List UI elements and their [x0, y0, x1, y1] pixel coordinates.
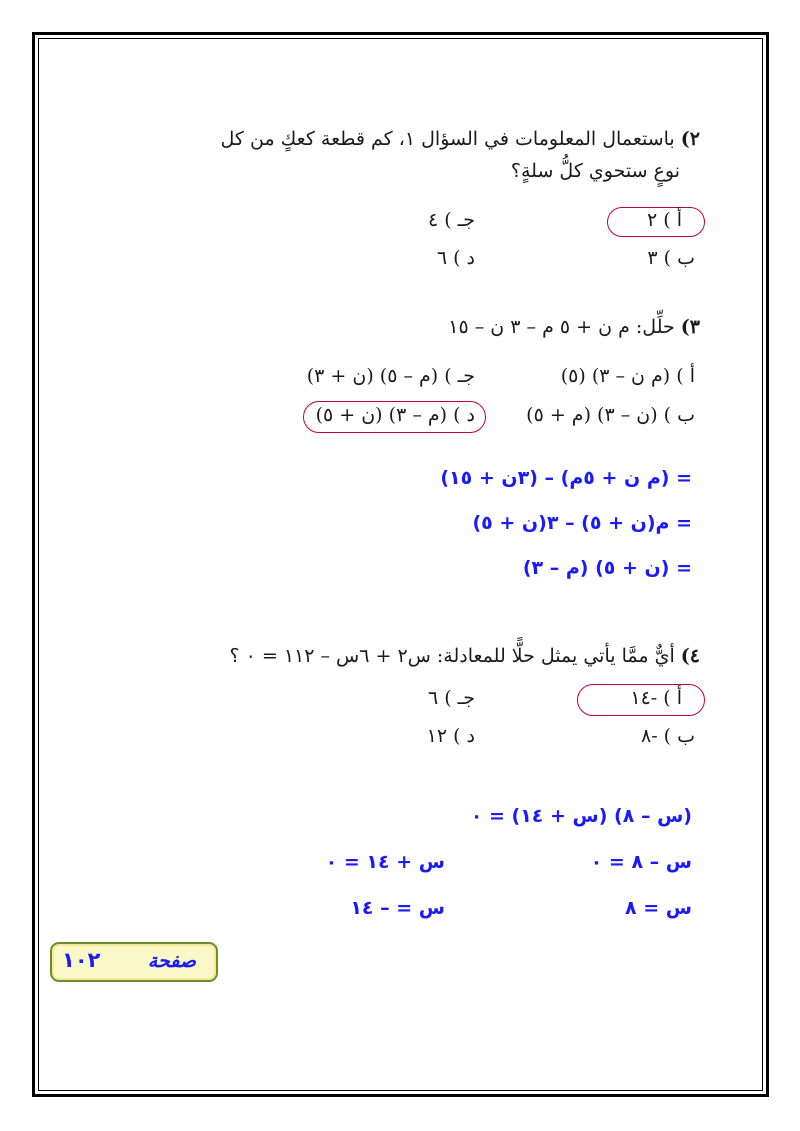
q4-solution-step-1: (س – ٨) (س + ١٤) = ٠ — [470, 805, 692, 827]
q4-solution-step-3-left: س = – ١٤ — [350, 897, 445, 919]
q4-option-b[interactable]: ب ) -٨ — [640, 725, 695, 747]
q3-solution-step-2: = م(ن + ٥) – ٣(ن + ٥) — [472, 512, 692, 534]
question-2: ٢) باستعمال المعلومات في السؤال ١، كم قطعة كعكٍ من كل — [220, 128, 700, 150]
question-4-text: أيٌّ ممَّا يأتي يمثل حلًّا للمعادلة: س٢ + ٦س – ١١٢ = ٠ ؟ — [229, 645, 675, 667]
q2-option-a[interactable]: أ ) ٢ — [647, 209, 682, 231]
question-2-text-line1: باستعمال المعلومات في السؤال ١، كم قطعة كعكٍ من كل — [220, 128, 675, 150]
q3-option-d[interactable]: د ) (م – ٣) (ن + ٥) — [315, 404, 475, 426]
question-4: ٤) أيٌّ ممَّا يأتي يمثل حلًّا للمعادلة: س٢ + ٦س – ١١٢ = ٠ ؟ — [229, 645, 700, 667]
page-word: صفحة — [147, 950, 196, 972]
question-2-line2 — [511, 160, 680, 182]
q4-option-d[interactable]: د ) ١٢ — [426, 725, 475, 747]
q3-option-b[interactable]: ب ) (ن – ٣) (م + ٥) — [526, 404, 695, 426]
page-number-badge — [50, 942, 218, 982]
q4-solution-step-2-left: س + ١٤ = ٠ — [325, 851, 445, 873]
question-2-text-line2: نوعٍ ستحوي كلُّ سلةٍ؟ — [510, 160, 680, 182]
q4-solution-step-2-right: س – ٨ = ٠ — [590, 851, 692, 873]
q2-option-d[interactable]: د ) ٦ — [436, 247, 475, 269]
q3-solution-step-1: = (م ن + ٥م) – (٣ن + ١٥) — [440, 467, 692, 489]
question-4-number: ٤ — [689, 645, 700, 667]
q3-solution-step-3: = (ن + ٥) (م – ٣) — [522, 557, 692, 579]
q4-option-c[interactable]: جـ ) ٦ — [427, 687, 475, 709]
question-3: ٣) حلِّل: م ن + ٥ م – ٣ ن – ١٥ — [448, 316, 700, 338]
q3-option-a[interactable]: أ ) (م ن – ٣) (٥) — [560, 365, 695, 387]
q3-option-c[interactable]: جـ ) (م – ٥) (ن + ٣) — [306, 365, 475, 387]
question-3-text: حلِّل: م ن + ٥ م – ٣ ن – ١٥ — [448, 316, 675, 338]
question-3-number: ٣ — [689, 316, 700, 338]
q4-option-a[interactable]: أ ) -١٤ — [630, 687, 682, 709]
question-2-number: ٢ — [689, 128, 700, 150]
q4-solution-step-3-right: س = ٨ — [625, 897, 692, 919]
q2-option-b[interactable]: ب ) ٣ — [647, 247, 695, 269]
q2-option-c[interactable]: جـ ) ٤ — [427, 209, 475, 231]
page-number: ١٠٢ — [62, 948, 101, 972]
